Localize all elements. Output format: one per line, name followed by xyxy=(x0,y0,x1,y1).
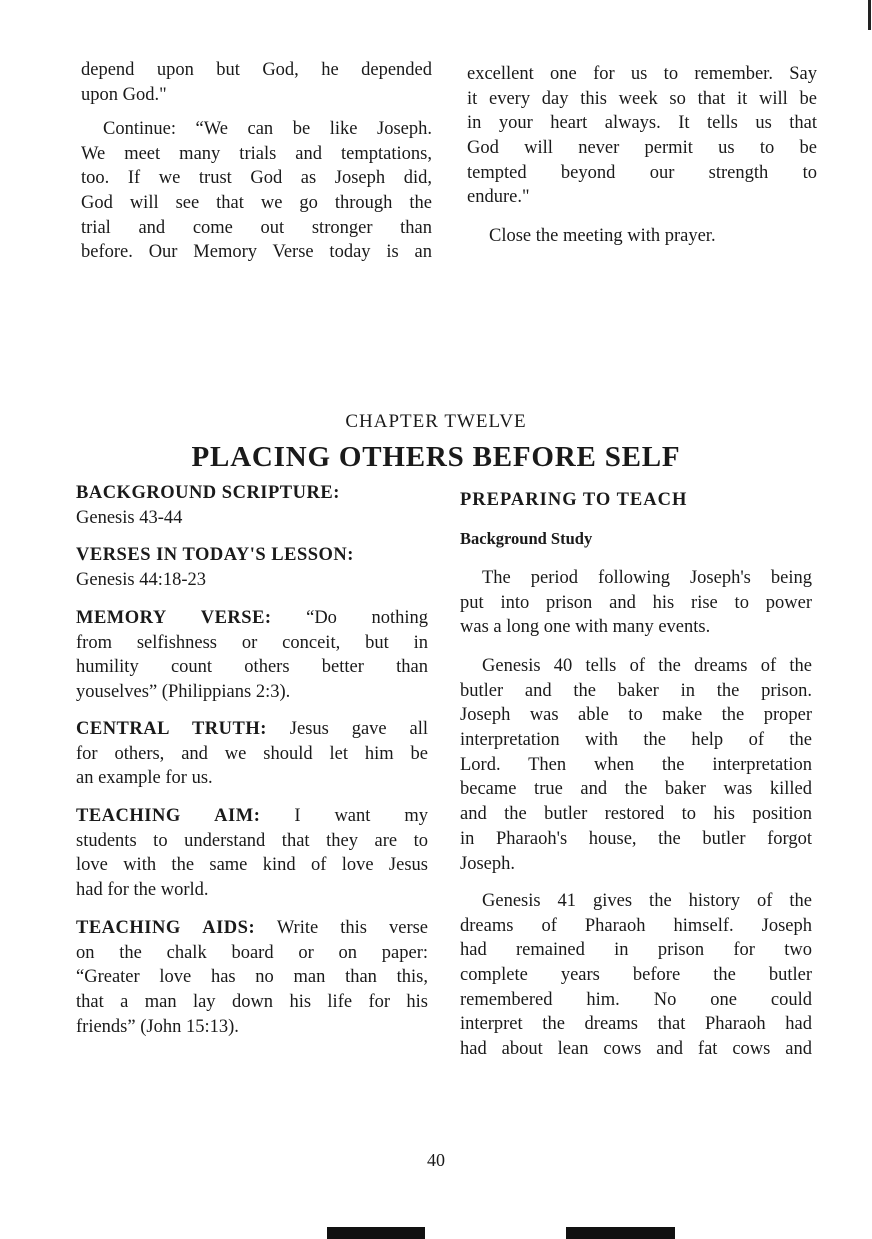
text-line xyxy=(76,481,428,506)
section-text: Write this verse xyxy=(276,918,429,938)
section-label: TEACHING AIM: xyxy=(76,806,261,826)
text-line: before. Our Memory Verse today is an xyxy=(81,242,432,263)
text-line: tempted beyond our strength to xyxy=(467,162,817,183)
text-line: Lord. Then when the interpretation xyxy=(460,754,812,775)
text-line: “Greater love has no man than this, xyxy=(76,967,428,988)
section-label: VERSES IN TODAY'S LESSON: xyxy=(76,545,354,565)
section-label: MEMORY VERSE: xyxy=(76,608,272,628)
text-line: friends” (John 15:13). xyxy=(76,1016,239,1037)
text-line: on the chalk board or on paper: xyxy=(76,942,428,963)
text-line xyxy=(76,717,428,742)
chapter-title: PLACING OTHERS BEFORE SELF xyxy=(191,441,681,473)
text-line: too. If we trust God as Joseph did, xyxy=(81,168,432,189)
paragraph xyxy=(467,224,817,249)
text-line: We meet many trials and temptations, xyxy=(81,143,432,164)
text-line: interpret the dreams that Pharaoh had xyxy=(460,1014,812,1035)
paragraph xyxy=(81,58,432,107)
text-line: trial and come out stronger than xyxy=(81,217,432,238)
paragraph xyxy=(76,606,428,705)
text-line: from selfishness or conceit, but in xyxy=(76,632,428,653)
text-line: humility count others better than xyxy=(76,657,428,678)
text-line: Genesis 40 tells of the dreams of the xyxy=(482,656,812,676)
page-number: 40 xyxy=(427,1150,445,1170)
text-line: Genesis 44:18-23 xyxy=(76,569,206,590)
chapter-label: CHAPTER TWELVE xyxy=(345,411,527,432)
scan-edge-mark xyxy=(868,0,871,30)
text-line: Genesis 41 gives the history of the xyxy=(482,891,812,911)
text-line: an example for us. xyxy=(76,768,213,789)
scan-edge-mark xyxy=(566,1227,675,1239)
paragraph xyxy=(460,566,812,640)
text-line: had remained in prison for two xyxy=(460,940,812,961)
text-line: it every day this week so that it will be xyxy=(467,88,817,109)
text-line: The period following Joseph's being xyxy=(482,568,812,588)
text-line: interpretation with the help of the xyxy=(460,730,812,751)
section-text: “Do nothing xyxy=(306,608,428,628)
text-line xyxy=(76,543,428,568)
text-line: was a long one with many events. xyxy=(460,617,711,638)
text-line: youselves” (Philippians 2:3). xyxy=(76,682,291,703)
text-line: students to understand that they are to xyxy=(76,830,428,851)
text-line: God will never permit us to be xyxy=(467,138,817,159)
paragraph xyxy=(76,481,428,530)
paragraph xyxy=(460,889,812,1062)
text-line: love with the same kind of love Jesus xyxy=(76,855,428,876)
paragraph xyxy=(76,543,428,592)
preparing-heading: PREPARING TO TEACH xyxy=(460,490,688,510)
scan-edge-mark xyxy=(327,1227,425,1239)
paragraph xyxy=(76,804,428,903)
text-line: remembered him. No one could xyxy=(460,989,812,1010)
text-line: upon God." xyxy=(81,84,167,105)
text-line: complete years before the butler xyxy=(460,965,812,986)
text-line: endure." xyxy=(467,187,530,208)
text-line: Joseph. xyxy=(460,853,515,874)
text-line: dreams of Pharaoh himself. Joseph xyxy=(460,915,812,936)
text-line: butler and the baker in the prison. xyxy=(460,680,812,701)
text-line: Continue: “We can be like Joseph. xyxy=(103,119,432,139)
section-label: BACKGROUND SCRIPTURE: xyxy=(76,483,340,503)
text-line: became true and the baker was killed xyxy=(460,779,812,800)
text-line: for others, and we should let him be xyxy=(76,743,428,764)
paragraph xyxy=(467,62,817,210)
paragraph xyxy=(76,717,428,791)
text-line xyxy=(76,916,428,941)
text-line: in your heart always. It tells us that xyxy=(467,113,817,134)
text-line xyxy=(76,606,428,631)
text-line: excellent one for us to remember. Say xyxy=(467,64,817,84)
text-line xyxy=(76,804,428,829)
text-line: Genesis 43-44 xyxy=(76,507,183,528)
text-line: God will see that we go through the xyxy=(81,193,432,214)
paragraph xyxy=(81,117,432,265)
background-study-subheading: Background Study xyxy=(460,529,593,548)
text-line: Close the meeting with prayer. xyxy=(489,226,716,246)
text-line: had about lean cows and fat cows and xyxy=(460,1039,812,1060)
text-line: had for the world. xyxy=(76,880,209,901)
paragraph xyxy=(76,916,428,1039)
text-line: in Pharaoh's house, the butler forgot xyxy=(460,828,812,849)
paragraph xyxy=(460,654,812,876)
section-label: CENTRAL TRUTH: xyxy=(76,719,267,739)
text-line: depend upon but God, he depended xyxy=(81,60,432,80)
text-line: and the butler restored to his position xyxy=(460,804,812,825)
text-line: put into prison and his rise to power xyxy=(460,592,812,613)
text-line: that a man lay down his life for his xyxy=(76,992,428,1013)
section-text: I want my xyxy=(294,806,429,826)
text-line: Joseph was able to make the proper xyxy=(460,705,812,726)
section-label: TEACHING AIDS: xyxy=(76,918,256,938)
section-text: Jesus gave all xyxy=(289,719,428,739)
